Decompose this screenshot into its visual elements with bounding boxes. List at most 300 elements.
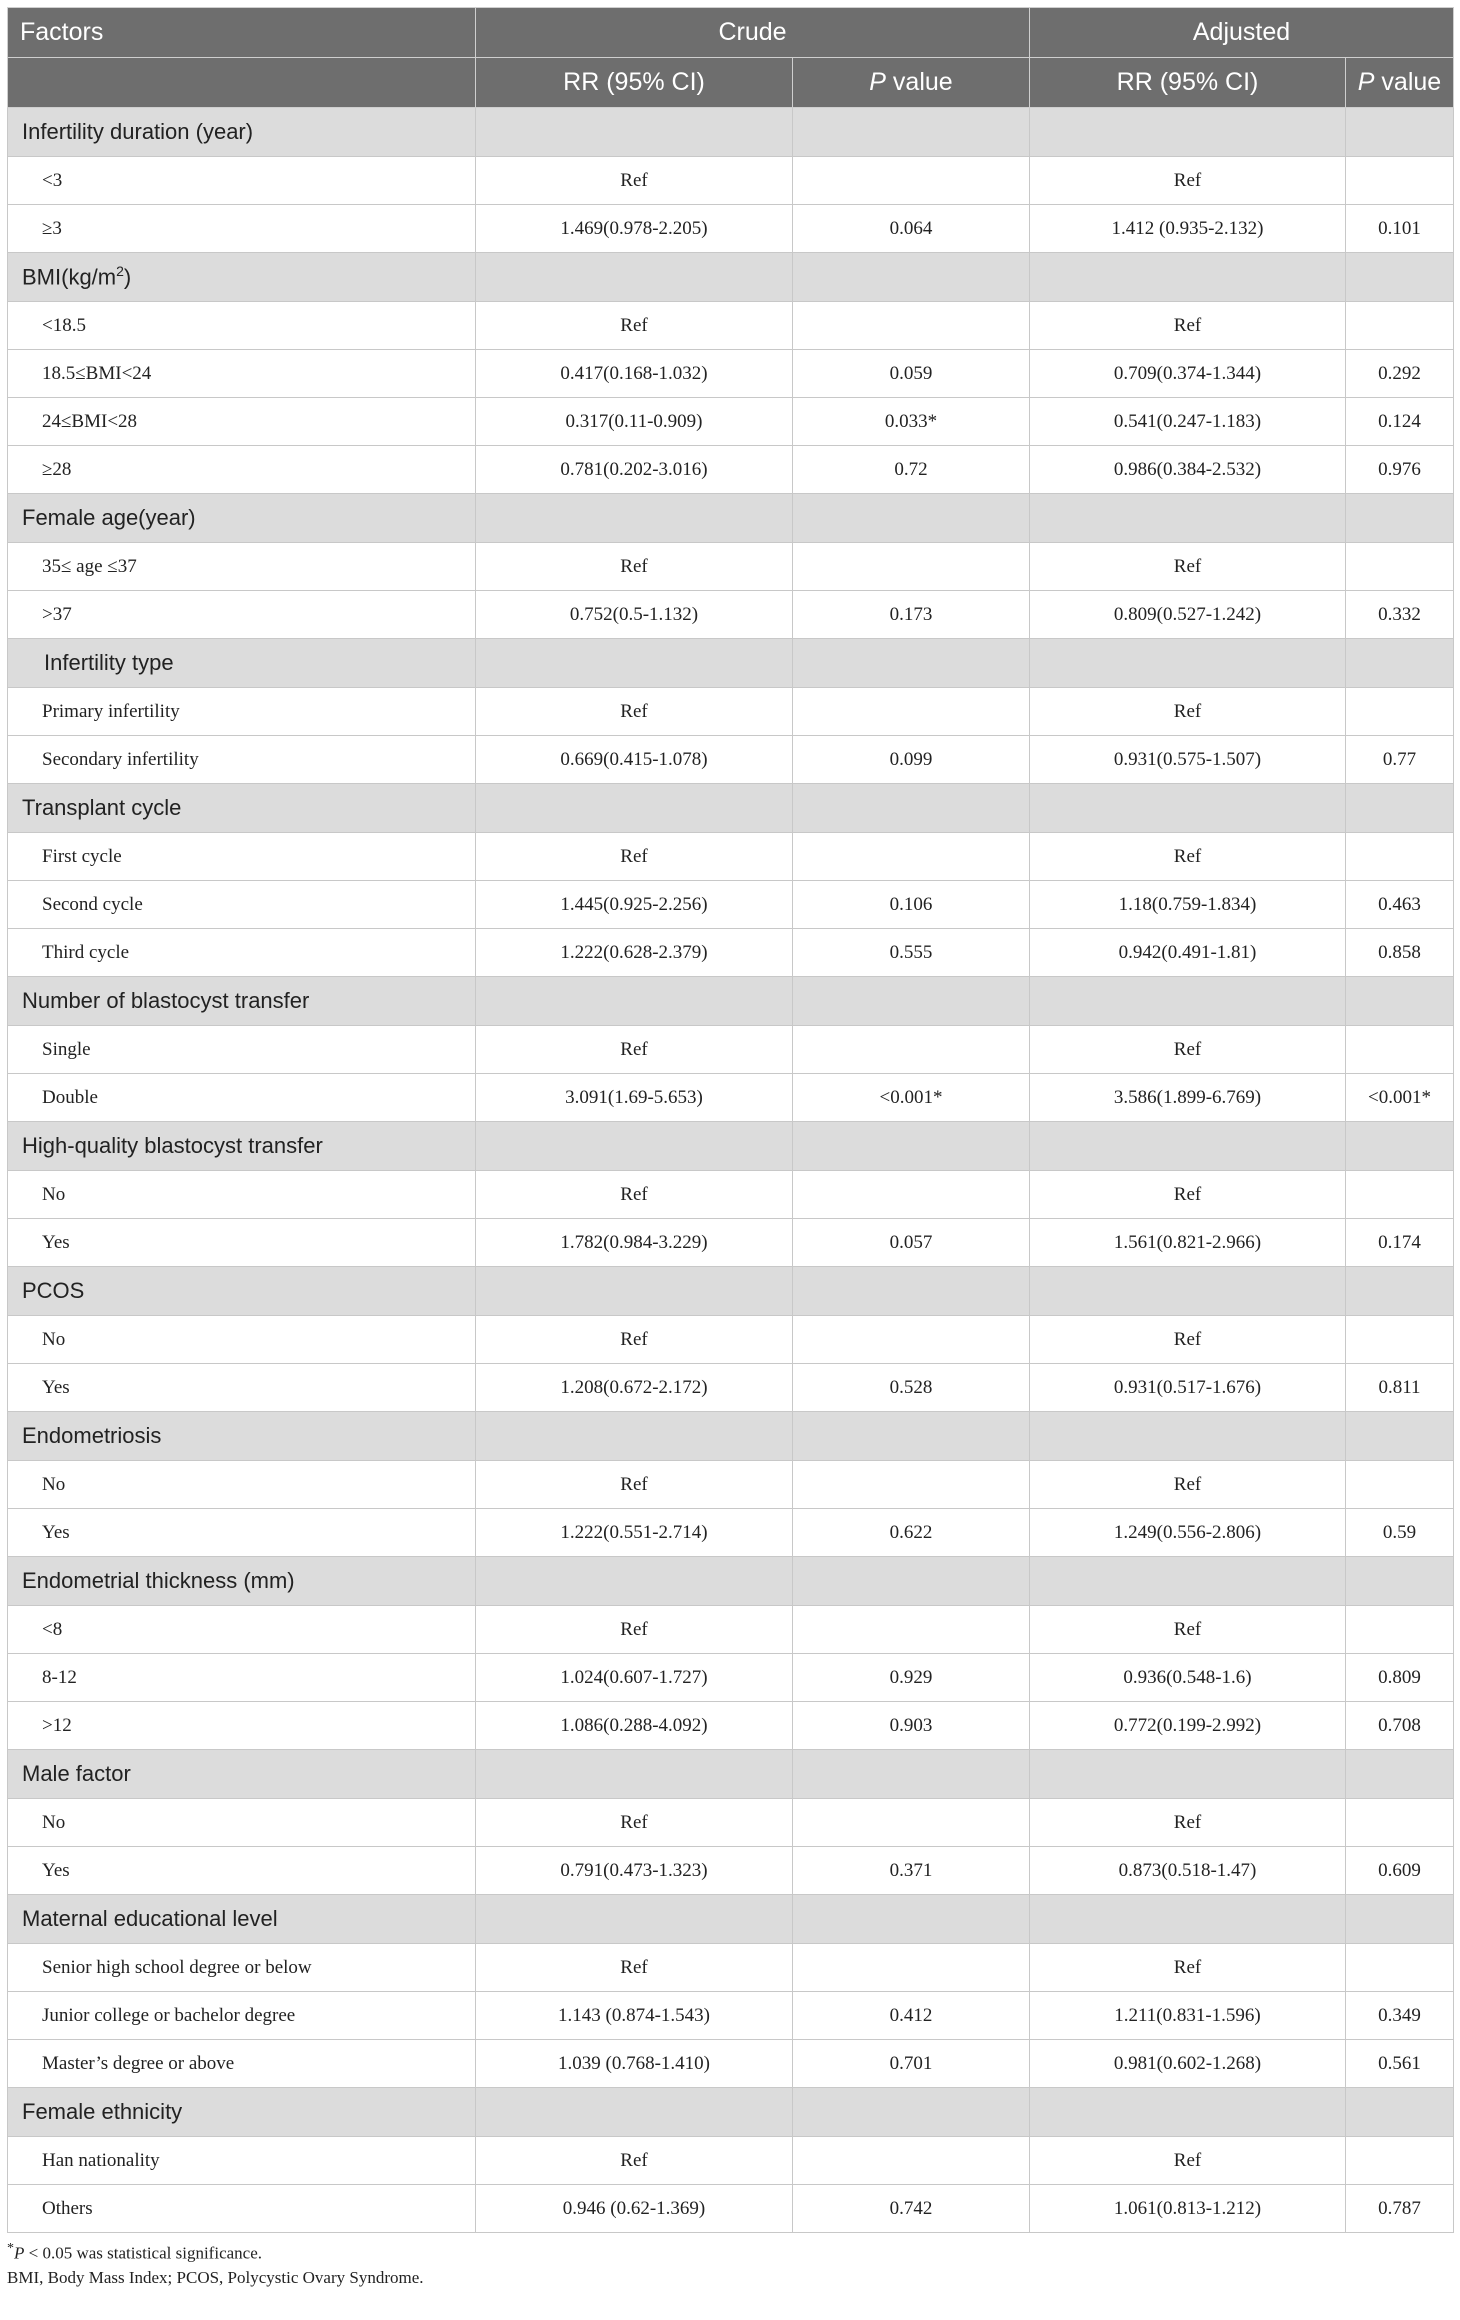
- crude-p-cell: [793, 1944, 1030, 1992]
- row-label: 24≤BMI<28: [8, 398, 476, 446]
- crude-p-cell: 0.106: [793, 881, 1030, 929]
- crude-rr-cell: Ref: [476, 1799, 793, 1847]
- row-label: <3: [8, 157, 476, 205]
- table-row: [8, 1171, 1454, 1219]
- adjusted-p-cell: [1346, 1606, 1454, 1654]
- section-title-text: BMI(kg/m: [22, 264, 117, 290]
- row-label: Yes: [8, 1847, 476, 1895]
- section-empty-cell: [1030, 253, 1346, 302]
- adjusted-p-cell: 0.708: [1346, 1702, 1454, 1750]
- adjusted-rr-cell: 1.061(0.813-1.212): [1030, 2185, 1346, 2233]
- table-row: [8, 1219, 1454, 1267]
- adjusted-p-cell: 0.976: [1346, 446, 1454, 494]
- section-empty-cell: [1030, 494, 1346, 543]
- section-row: [8, 1750, 1454, 1799]
- header-factors: Factors: [8, 8, 476, 58]
- section-empty-cell: [1346, 108, 1454, 157]
- adjusted-rr-cell: 1.412 (0.935-2.132): [1030, 205, 1346, 253]
- section-empty-cell: [793, 639, 1030, 688]
- adjusted-rr-cell: Ref: [1030, 302, 1346, 350]
- table-footnotes: [7, 2237, 1453, 2290]
- crude-rr-cell: 1.782(0.984-3.229): [476, 1219, 793, 1267]
- section-title-text: Infertility duration (year): [22, 119, 254, 144]
- table-row: [8, 1606, 1454, 1654]
- section-empty-cell: [1030, 977, 1346, 1026]
- section-empty-cell: [1030, 784, 1346, 833]
- section-title: [8, 639, 476, 688]
- row-label: >12: [8, 1702, 476, 1750]
- crude-p-cell: [793, 2137, 1030, 2185]
- section-empty-cell: [793, 784, 1030, 833]
- crude-rr-cell: Ref: [476, 688, 793, 736]
- row-label: Others: [8, 2185, 476, 2233]
- section-empty-cell: [476, 108, 793, 157]
- adjusted-rr-cell: 0.931(0.517-1.676): [1030, 1364, 1346, 1412]
- section-empty-cell: [793, 253, 1030, 302]
- crude-rr-cell: Ref: [476, 1606, 793, 1654]
- table-row: [8, 1702, 1454, 1750]
- header-row-2: [8, 58, 1454, 108]
- crude-p-cell: 0.528: [793, 1364, 1030, 1412]
- crude-p-cell: [793, 1171, 1030, 1219]
- crude-p-cell: [793, 1606, 1030, 1654]
- crude-rr-cell: Ref: [476, 1316, 793, 1364]
- row-label: >37: [8, 591, 476, 639]
- crude-p-cell: 0.099: [793, 736, 1030, 784]
- section-empty-cell: [476, 784, 793, 833]
- section-title-text: Endometriosis: [22, 1423, 162, 1448]
- section-title-text: Infertility type: [44, 650, 174, 675]
- crude-rr-cell: 3.091(1.69-5.653): [476, 1074, 793, 1122]
- crude-rr-cell: Ref: [476, 543, 793, 591]
- results-table: [7, 7, 1454, 2233]
- section-empty-cell: [1346, 1557, 1454, 1606]
- adjusted-p-cell: [1346, 157, 1454, 205]
- section-empty-cell: [1346, 1122, 1454, 1171]
- table-row: [8, 302, 1454, 350]
- row-label: Yes: [8, 1219, 476, 1267]
- section-empty-cell: [476, 2088, 793, 2137]
- crude-p-cell: [793, 1461, 1030, 1509]
- adjusted-p-cell: 0.811: [1346, 1364, 1454, 1412]
- adjusted-rr-cell: 0.772(0.199-2.992): [1030, 1702, 1346, 1750]
- section-title: [8, 1267, 476, 1316]
- adjusted-rr-cell: 1.18(0.759-1.834): [1030, 881, 1346, 929]
- adjusted-rr-cell: 0.986(0.384-2.532): [1030, 446, 1346, 494]
- table-row: [8, 157, 1454, 205]
- crude-rr-cell: 0.317(0.11-0.909): [476, 398, 793, 446]
- row-label: No: [8, 1171, 476, 1219]
- crude-p-cell: 0.064: [793, 205, 1030, 253]
- section-empty-cell: [1346, 494, 1454, 543]
- crude-rr-cell: 0.781(0.202-3.016): [476, 446, 793, 494]
- section-empty-cell: [793, 1895, 1030, 1944]
- p-value-text: value: [1374, 68, 1442, 96]
- adjusted-rr-cell: Ref: [1030, 2137, 1346, 2185]
- table-row: [8, 1074, 1454, 1122]
- footnote-sig-text: < 0.05 was statistical significance.: [24, 2243, 263, 2263]
- adjusted-p-cell: <0.001*: [1346, 1074, 1454, 1122]
- adjusted-p-cell: [1346, 1026, 1454, 1074]
- section-empty-cell: [793, 1267, 1030, 1316]
- adjusted-rr-cell: Ref: [1030, 1606, 1346, 1654]
- crude-rr-cell: 0.417(0.168-1.032): [476, 350, 793, 398]
- adjusted-rr-cell: 0.942(0.491-1.81): [1030, 929, 1346, 977]
- crude-p-cell: 0.412: [793, 1992, 1030, 2040]
- row-label: Yes: [8, 1509, 476, 1557]
- section-title-text: High-quality blastocyst transfer: [22, 1133, 323, 1158]
- table-row: [8, 2137, 1454, 2185]
- table-row: [8, 2040, 1454, 2088]
- row-label: No: [8, 1461, 476, 1509]
- row-label: <18.5: [8, 302, 476, 350]
- table-header: [8, 8, 1454, 108]
- section-empty-cell: [476, 1267, 793, 1316]
- adjusted-p-cell: [1346, 1944, 1454, 1992]
- section-title-text: Female age(year): [22, 505, 196, 530]
- table-row: [8, 1461, 1454, 1509]
- section-title-suffix: ): [123, 264, 132, 290]
- section-empty-cell: [1346, 1895, 1454, 1944]
- adjusted-rr-cell: Ref: [1030, 157, 1346, 205]
- section-empty-cell: [1346, 977, 1454, 1026]
- table-row: [8, 736, 1454, 784]
- section-empty-cell: [476, 494, 793, 543]
- row-label: Double: [8, 1074, 476, 1122]
- row-label: Single: [8, 1026, 476, 1074]
- section-empty-cell: [793, 1412, 1030, 1461]
- row-label: First cycle: [8, 833, 476, 881]
- section-title-text: Transplant cycle: [22, 795, 182, 820]
- header-crude-p: [793, 58, 1030, 108]
- crude-rr-cell: Ref: [476, 1944, 793, 1992]
- section-title: [8, 1122, 476, 1171]
- crude-rr-cell: 0.752(0.5-1.132): [476, 591, 793, 639]
- crude-rr-cell: 1.469(0.978-2.205): [476, 205, 793, 253]
- section-empty-cell: [476, 1557, 793, 1606]
- table-row: [8, 688, 1454, 736]
- adjusted-rr-cell: 0.981(0.602-1.268): [1030, 2040, 1346, 2088]
- table-row: [8, 205, 1454, 253]
- adjusted-rr-cell: 0.936(0.548-1.6): [1030, 1654, 1346, 1702]
- section-empty-cell: [793, 1750, 1030, 1799]
- crude-p-cell: 0.371: [793, 1847, 1030, 1895]
- crude-rr-cell: 0.669(0.415-1.078): [476, 736, 793, 784]
- section-empty-cell: [1030, 1122, 1346, 1171]
- crude-p-cell: 0.701: [793, 2040, 1030, 2088]
- crude-rr-cell: 0.946 (0.62-1.369): [476, 2185, 793, 2233]
- adjusted-p-cell: [1346, 302, 1454, 350]
- section-empty-cell: [793, 2088, 1030, 2137]
- section-empty-cell: [1030, 1750, 1346, 1799]
- adjusted-p-cell: [1346, 1461, 1454, 1509]
- section-empty-cell: [476, 977, 793, 1026]
- section-title-text: Number of blastocyst transfer: [22, 988, 310, 1013]
- adjusted-rr-cell: Ref: [1030, 1944, 1346, 1992]
- adjusted-rr-cell: Ref: [1030, 1171, 1346, 1219]
- adjusted-p-cell: 0.77: [1346, 736, 1454, 784]
- crude-p-cell: [793, 543, 1030, 591]
- table-row: [8, 1026, 1454, 1074]
- section-empty-cell: [793, 494, 1030, 543]
- table-row: [8, 929, 1454, 977]
- adjusted-rr-cell: 3.586(1.899-6.769): [1030, 1074, 1346, 1122]
- adjusted-p-cell: 0.609: [1346, 1847, 1454, 1895]
- crude-rr-cell: Ref: [476, 1171, 793, 1219]
- row-label: Senior high school degree or below: [8, 1944, 476, 1992]
- crude-p-cell: 0.72: [793, 446, 1030, 494]
- adjusted-rr-cell: 1.249(0.556-2.806): [1030, 1509, 1346, 1557]
- crude-rr-cell: 1.445(0.925-2.256): [476, 881, 793, 929]
- section-empty-cell: [476, 639, 793, 688]
- section-empty-cell: [1030, 639, 1346, 688]
- adjusted-rr-cell: 0.931(0.575-1.507): [1030, 736, 1346, 784]
- section-title: [8, 108, 476, 157]
- row-label: ≥3: [8, 205, 476, 253]
- crude-rr-cell: 1.222(0.628-2.379): [476, 929, 793, 977]
- section-empty-cell: [1030, 1895, 1346, 1944]
- row-label: Third cycle: [8, 929, 476, 977]
- table-row: [8, 2185, 1454, 2233]
- row-label: Primary infertility: [8, 688, 476, 736]
- adjusted-p-cell: 0.101: [1346, 205, 1454, 253]
- section-row: [8, 1412, 1454, 1461]
- p-italic: P: [1357, 68, 1375, 96]
- crude-p-cell: 0.173: [793, 591, 1030, 639]
- crude-p-cell: [793, 1799, 1030, 1847]
- section-title: [8, 977, 476, 1026]
- header-crude-rr: RR (95% CI): [476, 58, 793, 108]
- table-row: [8, 591, 1454, 639]
- header-blank: [8, 58, 476, 108]
- section-empty-cell: [476, 253, 793, 302]
- section-empty-cell: [476, 1895, 793, 1944]
- adjusted-p-cell: 0.59: [1346, 1509, 1454, 1557]
- p-italic: P: [869, 68, 886, 96]
- footnote-abbreviations: BMI, Body Mass Index; PCOS, Polycystic Ovary Syndrome.: [7, 2267, 424, 2287]
- table-row: [8, 1944, 1454, 1992]
- crude-rr-cell: 1.039 (0.768-1.410): [476, 2040, 793, 2088]
- crude-p-cell: 0.059: [793, 350, 1030, 398]
- crude-p-cell: <0.001*: [793, 1074, 1030, 1122]
- section-title-superscript: 2: [116, 263, 124, 280]
- adjusted-rr-cell: 1.561(0.821-2.966): [1030, 1219, 1346, 1267]
- row-label: 8-12: [8, 1654, 476, 1702]
- section-empty-cell: [1346, 784, 1454, 833]
- table-row: [8, 1364, 1454, 1412]
- section-empty-cell: [1030, 1412, 1346, 1461]
- row-label: No: [8, 1799, 476, 1847]
- adjusted-p-cell: 0.292: [1346, 350, 1454, 398]
- table-row: [8, 833, 1454, 881]
- footnote-significance: [7, 2237, 1453, 2266]
- section-row: [8, 784, 1454, 833]
- row-label: No: [8, 1316, 476, 1364]
- row-label: Junior college or bachelor degree: [8, 1992, 476, 2040]
- table-row: [8, 350, 1454, 398]
- section-empty-cell: [1030, 1557, 1346, 1606]
- section-title: [8, 1895, 476, 1944]
- crude-rr-cell: 1.024(0.607-1.727): [476, 1654, 793, 1702]
- adjusted-rr-cell: Ref: [1030, 833, 1346, 881]
- crude-p-cell: 0.057: [793, 1219, 1030, 1267]
- crude-p-cell: [793, 1026, 1030, 1074]
- section-title-text: Male factor: [22, 1761, 131, 1786]
- section-title-text: Female ethnicity: [22, 2099, 183, 2124]
- adjusted-p-cell: 0.332: [1346, 591, 1454, 639]
- crude-p-cell: 0.929: [793, 1654, 1030, 1702]
- crude-p-cell: [793, 833, 1030, 881]
- section-title-text: PCOS: [22, 1278, 85, 1303]
- adjusted-rr-cell: 0.709(0.374-1.344): [1030, 350, 1346, 398]
- table-row: [8, 1992, 1454, 2040]
- row-label: ≥28: [8, 446, 476, 494]
- adjusted-p-cell: [1346, 543, 1454, 591]
- table-row: [8, 1847, 1454, 1895]
- crude-p-cell: 0.742: [793, 2185, 1030, 2233]
- footnote-star: *: [7, 2241, 14, 2256]
- adjusted-rr-cell: Ref: [1030, 1316, 1346, 1364]
- adjusted-p-cell: [1346, 1316, 1454, 1364]
- adjusted-rr-cell: 0.541(0.247-1.183): [1030, 398, 1346, 446]
- adjusted-p-cell: [1346, 1171, 1454, 1219]
- adjusted-rr-cell: Ref: [1030, 543, 1346, 591]
- row-label: Yes: [8, 1364, 476, 1412]
- adjusted-p-cell: [1346, 1799, 1454, 1847]
- section-title: [8, 253, 476, 302]
- header-adjusted-p: [1346, 58, 1454, 108]
- section-title-text: Endometrial thickness (mm): [22, 1568, 295, 1593]
- table-row: [8, 543, 1454, 591]
- section-empty-cell: [793, 1557, 1030, 1606]
- table-row: [8, 1509, 1454, 1557]
- section-empty-cell: [1346, 1750, 1454, 1799]
- table-container: [7, 7, 1453, 2290]
- header-adjusted-rr: RR (95% CI): [1030, 58, 1346, 108]
- adjusted-rr-cell: Ref: [1030, 688, 1346, 736]
- adjusted-p-cell: 0.174: [1346, 1219, 1454, 1267]
- section-title: [8, 784, 476, 833]
- crude-rr-cell: 1.222(0.551-2.714): [476, 1509, 793, 1557]
- section-empty-cell: [1346, 639, 1454, 688]
- crude-p-cell: [793, 688, 1030, 736]
- adjusted-rr-cell: 1.211(0.831-1.596): [1030, 1992, 1346, 2040]
- adjusted-p-cell: 0.809: [1346, 1654, 1454, 1702]
- adjusted-rr-cell: Ref: [1030, 1026, 1346, 1074]
- adjusted-p-cell: 0.561: [1346, 2040, 1454, 2088]
- table-row: [8, 398, 1454, 446]
- section-row: [8, 1557, 1454, 1606]
- section-row: [8, 108, 1454, 157]
- crude-p-cell: [793, 157, 1030, 205]
- crude-p-cell: 0.903: [793, 1702, 1030, 1750]
- section-empty-cell: [1346, 1267, 1454, 1316]
- section-row: [8, 1267, 1454, 1316]
- adjusted-rr-cell: 0.809(0.527-1.242): [1030, 591, 1346, 639]
- section-row: [8, 494, 1454, 543]
- section-empty-cell: [793, 977, 1030, 1026]
- crude-rr-cell: 1.086(0.288-4.092): [476, 1702, 793, 1750]
- section-empty-cell: [1346, 2088, 1454, 2137]
- table-row: [8, 1654, 1454, 1702]
- section-empty-cell: [793, 1122, 1030, 1171]
- crude-rr-cell: Ref: [476, 302, 793, 350]
- adjusted-p-cell: 0.349: [1346, 1992, 1454, 2040]
- adjusted-p-cell: [1346, 833, 1454, 881]
- section-empty-cell: [476, 1412, 793, 1461]
- section-title: [8, 494, 476, 543]
- table-body: [8, 108, 1454, 2233]
- section-empty-cell: [793, 108, 1030, 157]
- section-title: [8, 1750, 476, 1799]
- section-row: [8, 639, 1454, 688]
- adjusted-p-cell: [1346, 2137, 1454, 2185]
- table-row: [8, 1316, 1454, 1364]
- header-adjusted: Adjusted: [1030, 8, 1454, 58]
- crude-p-cell: 0.555: [793, 929, 1030, 977]
- crude-p-cell: 0.622: [793, 1509, 1030, 1557]
- p-value-text: value: [885, 68, 953, 96]
- crude-rr-cell: 1.208(0.672-2.172): [476, 1364, 793, 1412]
- section-row: [8, 1895, 1454, 1944]
- section-empty-cell: [476, 1122, 793, 1171]
- table-row: [8, 446, 1454, 494]
- crude-p-cell: 0.033*: [793, 398, 1030, 446]
- adjusted-rr-cell: Ref: [1030, 1461, 1346, 1509]
- section-empty-cell: [476, 1750, 793, 1799]
- section-title-text: Maternal educational level: [22, 1906, 278, 1931]
- section-row: [8, 253, 1454, 302]
- section-row: [8, 2088, 1454, 2137]
- adjusted-rr-cell: Ref: [1030, 1799, 1346, 1847]
- section-title: [8, 1557, 476, 1606]
- section-title: [8, 2088, 476, 2137]
- adjusted-p-cell: [1346, 688, 1454, 736]
- table-row: [8, 881, 1454, 929]
- crude-rr-cell: Ref: [476, 833, 793, 881]
- adjusted-p-cell: 0.463: [1346, 881, 1454, 929]
- section-title: [8, 1412, 476, 1461]
- adjusted-p-cell: 0.858: [1346, 929, 1454, 977]
- crude-p-cell: [793, 302, 1030, 350]
- crude-rr-cell: 1.143 (0.874-1.543): [476, 1992, 793, 2040]
- table-row: [8, 1799, 1454, 1847]
- section-row: [8, 977, 1454, 1026]
- crude-rr-cell: Ref: [476, 2137, 793, 2185]
- header-row-1: [8, 8, 1454, 58]
- adjusted-rr-cell: 0.873(0.518-1.47): [1030, 1847, 1346, 1895]
- section-empty-cell: [1346, 1412, 1454, 1461]
- section-empty-cell: [1346, 253, 1454, 302]
- crude-rr-cell: Ref: [476, 1461, 793, 1509]
- crude-p-cell: [793, 1316, 1030, 1364]
- section-empty-cell: [1030, 2088, 1346, 2137]
- row-label: Secondary infertility: [8, 736, 476, 784]
- row-label: 18.5≤BMI<24: [8, 350, 476, 398]
- crude-rr-cell: Ref: [476, 1026, 793, 1074]
- adjusted-p-cell: 0.124: [1346, 398, 1454, 446]
- footnote-p: P: [14, 2243, 25, 2263]
- crude-rr-cell: Ref: [476, 157, 793, 205]
- header-crude: Crude: [476, 8, 1030, 58]
- section-row: [8, 1122, 1454, 1171]
- row-label: <8: [8, 1606, 476, 1654]
- row-label: Second cycle: [8, 881, 476, 929]
- row-label: Master’s degree or above: [8, 2040, 476, 2088]
- section-empty-cell: [1030, 1267, 1346, 1316]
- row-label: 35≤ age ≤37: [8, 543, 476, 591]
- section-empty-cell: [1030, 108, 1346, 157]
